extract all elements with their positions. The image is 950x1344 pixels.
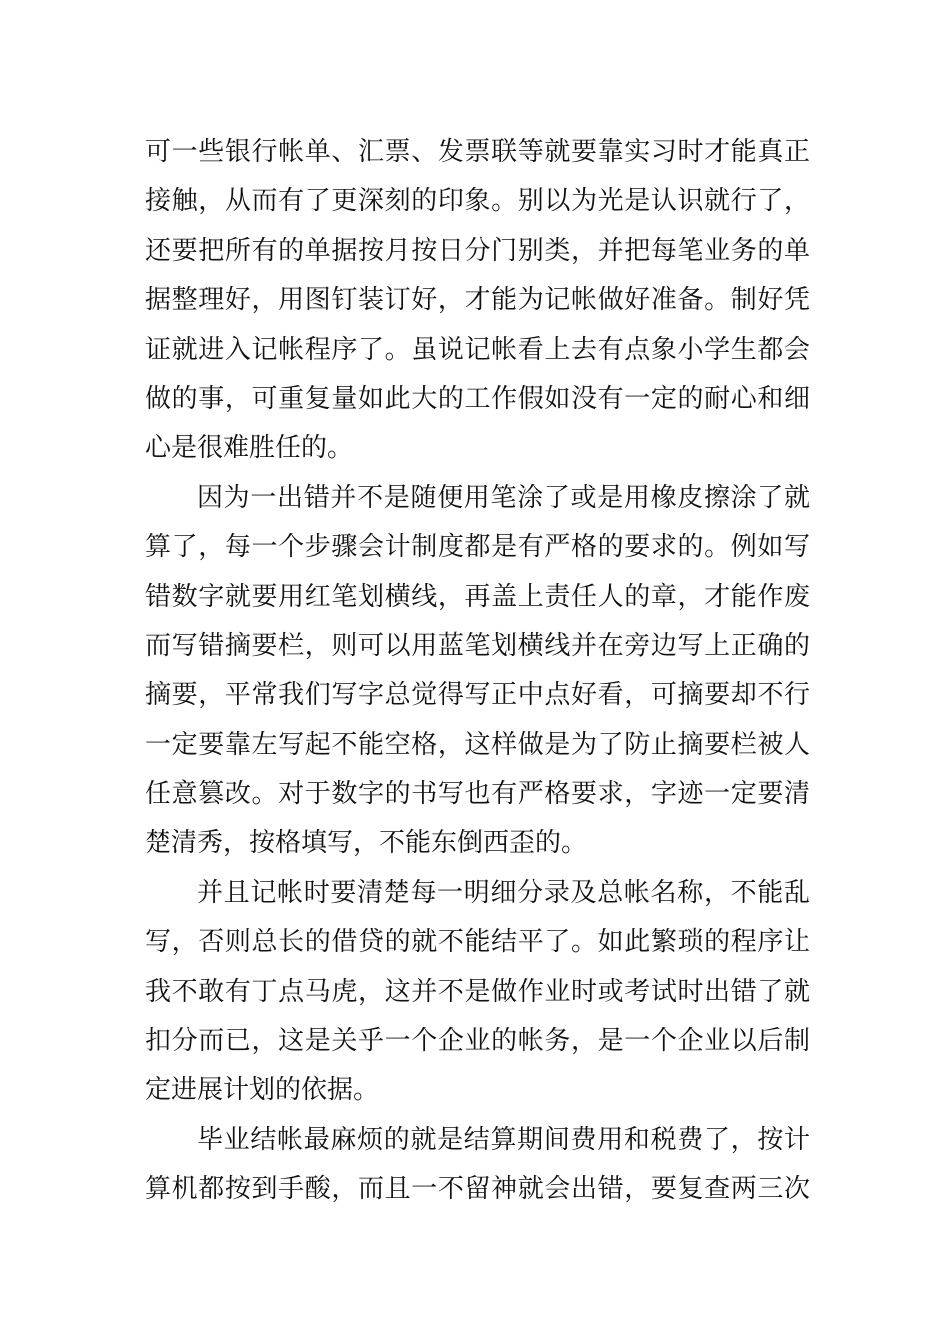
text-line: 楚清秀，按格填写，不能东倒西歪的。 — [145, 828, 588, 859]
body-text — [145, 128, 810, 1215]
text-line: 做的事，可重复量如此大的工作假如没有一定的耐心和细 — [145, 383, 810, 414]
text-line: 写，否则总长的借贷的就不能结平了。如此繁琐的程序让 — [145, 927, 810, 958]
text-line: 任意篡改。对于数字的书写也有严格要求，字迹一定要清 — [145, 779, 810, 810]
text-line: 我不敢有丁点马虎，这并不是做作业时或考试时出错了就 — [145, 976, 810, 1007]
text-line: 摘要，平常我们写字总觉得写正中点好看，可摘要却不行 — [145, 680, 810, 711]
text-line: 错数字就要用红笔划横线，再盖上责任人的章，才能作废 — [145, 581, 810, 612]
text-line: 还要把所有的单据按月按日分门别类，并把每笔业务的单 — [145, 235, 810, 266]
text-line: 算了，每一个步骤会计制度都是有严格的要求的。例如写 — [145, 532, 810, 563]
paragraph-start-line: 并且记帐时要清楚每一明细分录及总帐名称，不能乱 — [197, 877, 810, 908]
text-line: 扣分而已，这是关乎一个企业的帐务，是一个企业以后制 — [145, 1026, 810, 1057]
text-line: 心是很难胜任的。 — [145, 433, 354, 464]
text-line: 接触，从而有了更深刻的印象。别以为光是认识就行了， — [145, 186, 810, 217]
text-line: 据整理好，用图钉装订好，才能为记帐做好准备。制好凭 — [145, 285, 810, 316]
text-line: 而写错摘要栏，则可以用蓝笔划横线并在旁边写上正确的 — [145, 630, 810, 661]
paragraph-start-line: 因为一出错并不是随便用笔涂了或是用橡皮擦涂了就 — [197, 482, 810, 513]
paragraph-start-line: 毕业结帐最麻烦的就是结算期间费用和税费了，按计 — [197, 1124, 810, 1155]
text-line: 定进展计划的依据。 — [145, 1075, 380, 1106]
text-line: 一定要靠左写起不能空格，这样做是为了防止摘要栏被人 — [145, 729, 810, 760]
text-line: 可一些银行帐单、汇票、发票联等就要靠实习时才能真正 — [145, 137, 810, 167]
text-line: 证就进入记帐程序了。虽说记帐看上去有点象小学生都会 — [145, 334, 810, 365]
text-line: 算机都按到手酸，而且一不留神就会出错，要复查两三次 — [145, 1174, 810, 1205]
